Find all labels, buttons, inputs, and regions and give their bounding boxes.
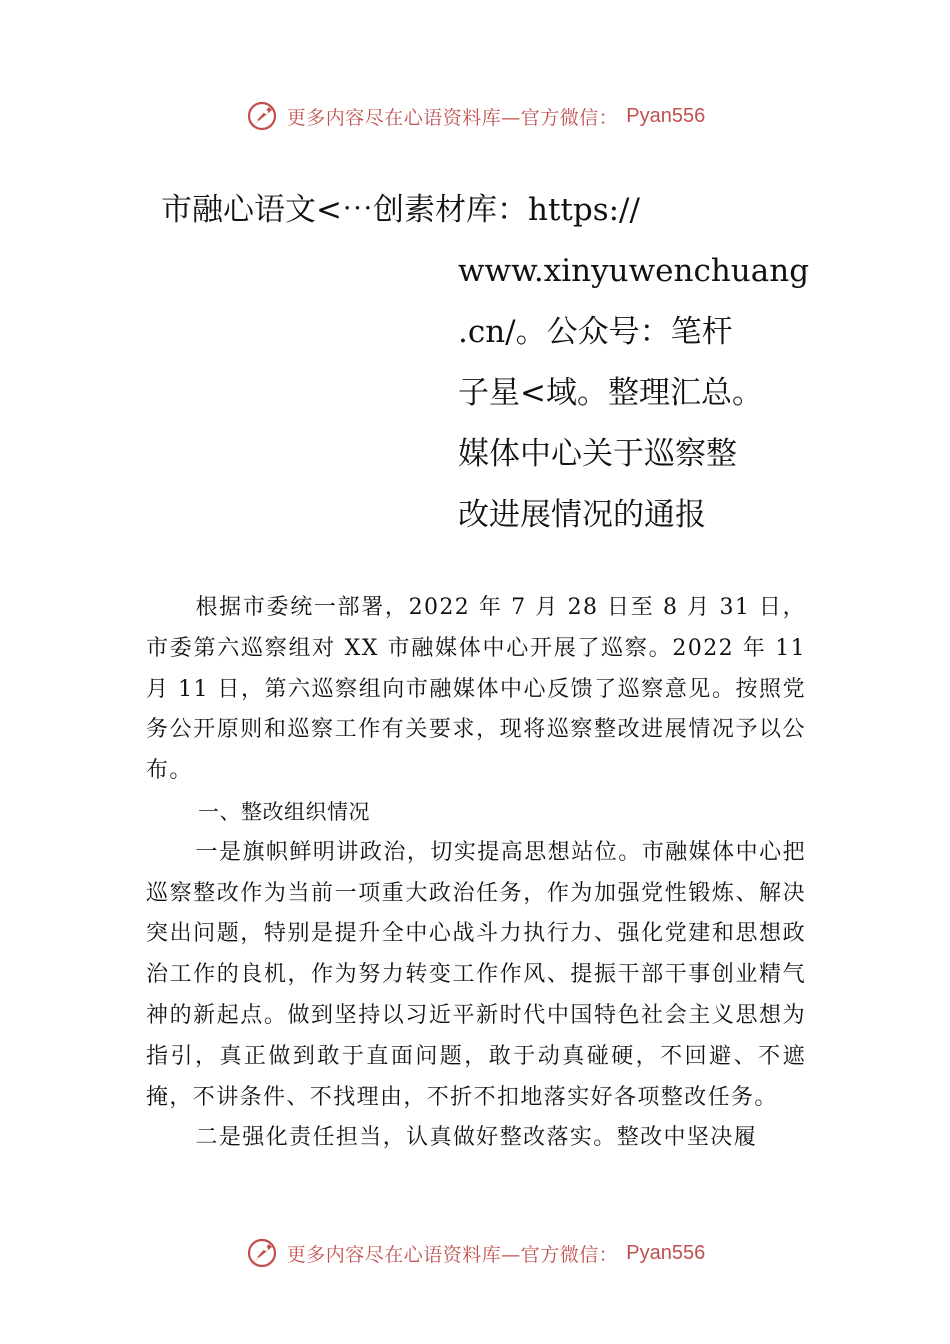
title-line: 市融心语文<⋯创素材库：https:// (161, 192, 640, 228)
banner-text: 更多内容尽在心语资料库—官方微信： (286, 106, 619, 129)
section-heading: 一、整改组织情况 (198, 799, 370, 824)
document-body (146, 588, 806, 1159)
title-line: 子星<域。整理汇总。 (458, 375, 763, 411)
wechat-id: Pyan556 (626, 104, 706, 127)
footer-banner (0, 1233, 950, 1273)
header-banner (0, 96, 950, 136)
title-line: www.xinyuwenchuang (458, 253, 810, 289)
title-line: 媒体中心关于巡察整 (458, 436, 737, 472)
title-line: 改进展情况的通报 (458, 497, 706, 533)
quill-logo-icon (245, 1236, 279, 1270)
title-line: .cn/。公众号：笔杆 (458, 314, 733, 350)
body-paragraph: 一是旗帜鲜明讲政治，切实提高思想站位。市融媒体中心把巡察整改作为当前一项重大政治任务，作为加强党性锻炼、解决突出问题，特别是提升全中心战斗力执行力、强化党建和思想政治工作的良机，作为努力转变工作作风、提振干部干事创业精气神的新起点。做到坚持以习近平新时代中国特色社会主义思想为指引，真正做到敢于直面问题，敢于动真碰硬，不回避、不遮掩，不讲条件、不找理由，不折不扣地落实好各项整改任务。 (146, 839, 806, 1110)
body-paragraph: 二是强化责任担当，认真做好整改落实。整改中坚决履 (195, 1125, 758, 1151)
wechat-id: Pyan556 (626, 1241, 706, 1264)
intro-paragraph: 根据市委统一部署，2022 年 7 月 28 日至 8 月 31 日，市委第六巡察组对 XX 市融媒体中心开展了巡察。2022 年 11 月 11 日，第六巡察组向市融媒体中心反馈了巡察意见。按照党务公开原则和巡察工作有关要求，现将巡察整改进展情况予以公布。 (146, 595, 806, 784)
banner-text: 更多内容尽在心语资料库—官方微信： (286, 1243, 619, 1266)
quill-logo-icon (245, 99, 279, 133)
